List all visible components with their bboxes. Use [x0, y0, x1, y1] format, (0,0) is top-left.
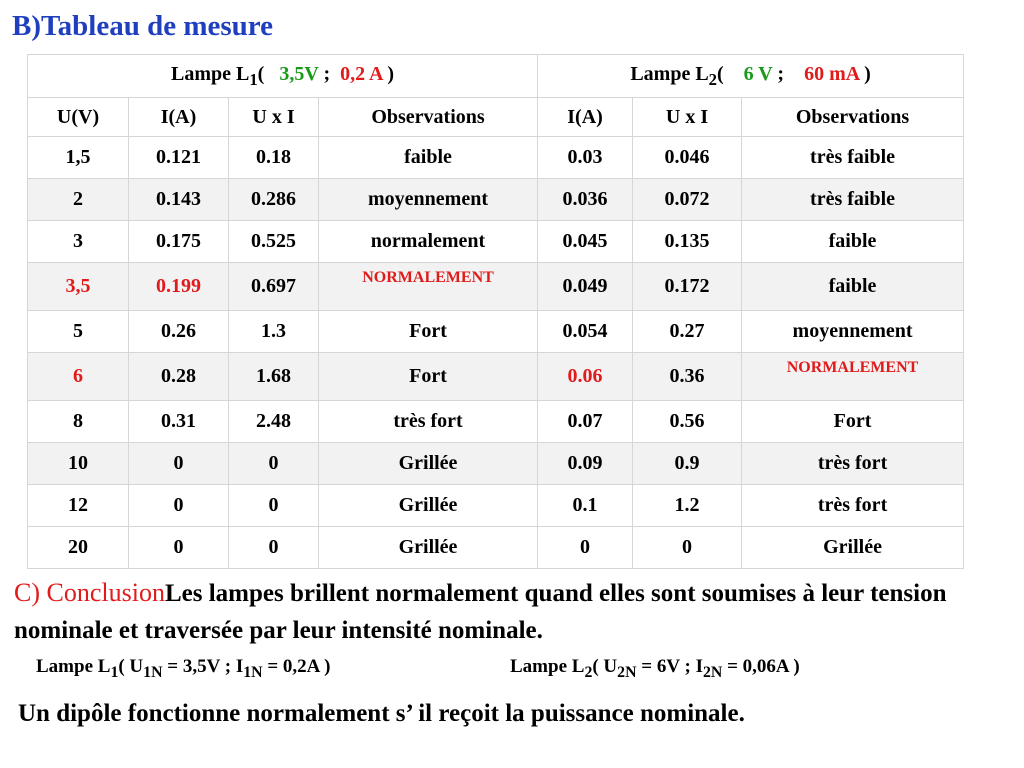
table-row: 3,5 0.199 0.697 $^{NORMALEMENT}$ 0.049 0.172 faible [28, 263, 964, 311]
table-row: 2 0.143 0.286 moyennement 0.036 0.072 très faible [28, 179, 964, 221]
nominal-values-l2: Lampe $L_2$( $U_{2N} = 6V$ ; $I_{2N} = 0,06A$ ) [510, 656, 800, 681]
nominal-voltage-l2: 6 [28, 353, 129, 401]
nominal-values-l1: Lampe $L_1$( $U_{1N} = 3,5V$ ; $I_{1N} = 0,2A$ ) [36, 656, 331, 681]
l2-current: 60 mA [804, 62, 860, 85]
nominal-current-l1: 0.199 [129, 263, 229, 311]
table-row: 3 0.175 0.525 normalement 0.045 0.135 faible [28, 221, 964, 263]
conclusion-text: Les lampes brillent normalement quand elles sont soumises à leur tension nominale et traversée par leur intensité nominale. [14, 580, 947, 644]
lamp-l1-header: Lampe $L_1$( 3,5V ; 0,2 A ) [28, 55, 538, 98]
l2-voltage: 6 V [743, 62, 773, 85]
conclusion-label: C) Conclusion [14, 578, 165, 607]
col-header: U x I [229, 98, 319, 137]
nominal-voltage-l1: 3,5 [28, 263, 129, 311]
page-title: B)Tableau de mesure [12, 10, 274, 42]
col-header: I(A) [538, 98, 633, 137]
lamp-header-row [28, 55, 964, 98]
conclusion [14, 574, 1014, 649]
lamp-l2-header: Lampe $L_2$( 6 V ; 60 mA ) [538, 55, 964, 98]
table-row: 1,5 0.121 0.18 faible 0.03 0.046 très faible [28, 137, 964, 179]
table-row: 6 0.28 1.68 Fort 0.06 0.36 $^{NORMALEMENT}$ [28, 353, 964, 401]
col-header: Observations [319, 98, 538, 137]
final-statement: Un dipôle fonctionne normalement s’ il reçoit la puissance nominale. [18, 700, 745, 727]
table-row: 20 0 0 Grillée 0 0 Grillée [28, 527, 964, 569]
col-header: Observations [742, 98, 964, 137]
l1-current: 0,2 A [340, 62, 383, 85]
measurement-table [27, 54, 964, 569]
col-header: I(A) [129, 98, 229, 137]
column-header-row [28, 98, 964, 137]
table-row: 8 0.31 2.48 très fort 0.07 0.56 Fort [28, 401, 964, 443]
col-header: U(V) [28, 98, 129, 137]
normal-observation-l1: NORMALEMENT [362, 269, 494, 286]
col-header: U x I [633, 98, 742, 137]
table-row: 12 0 0 Grillée 0.1 1.2 très fort [28, 485, 964, 527]
table-row: 5 0.26 1.3 Fort 0.054 0.27 moyennement [28, 311, 964, 353]
l1-voltage: 3,5V [279, 62, 319, 85]
nominal-current-l2: 0.06 [538, 353, 633, 401]
normal-observation-l2: NORMALEMENT [786, 359, 919, 376]
table-row: 10 0 0 Grillée 0.09 0.9 très fort [28, 443, 964, 485]
